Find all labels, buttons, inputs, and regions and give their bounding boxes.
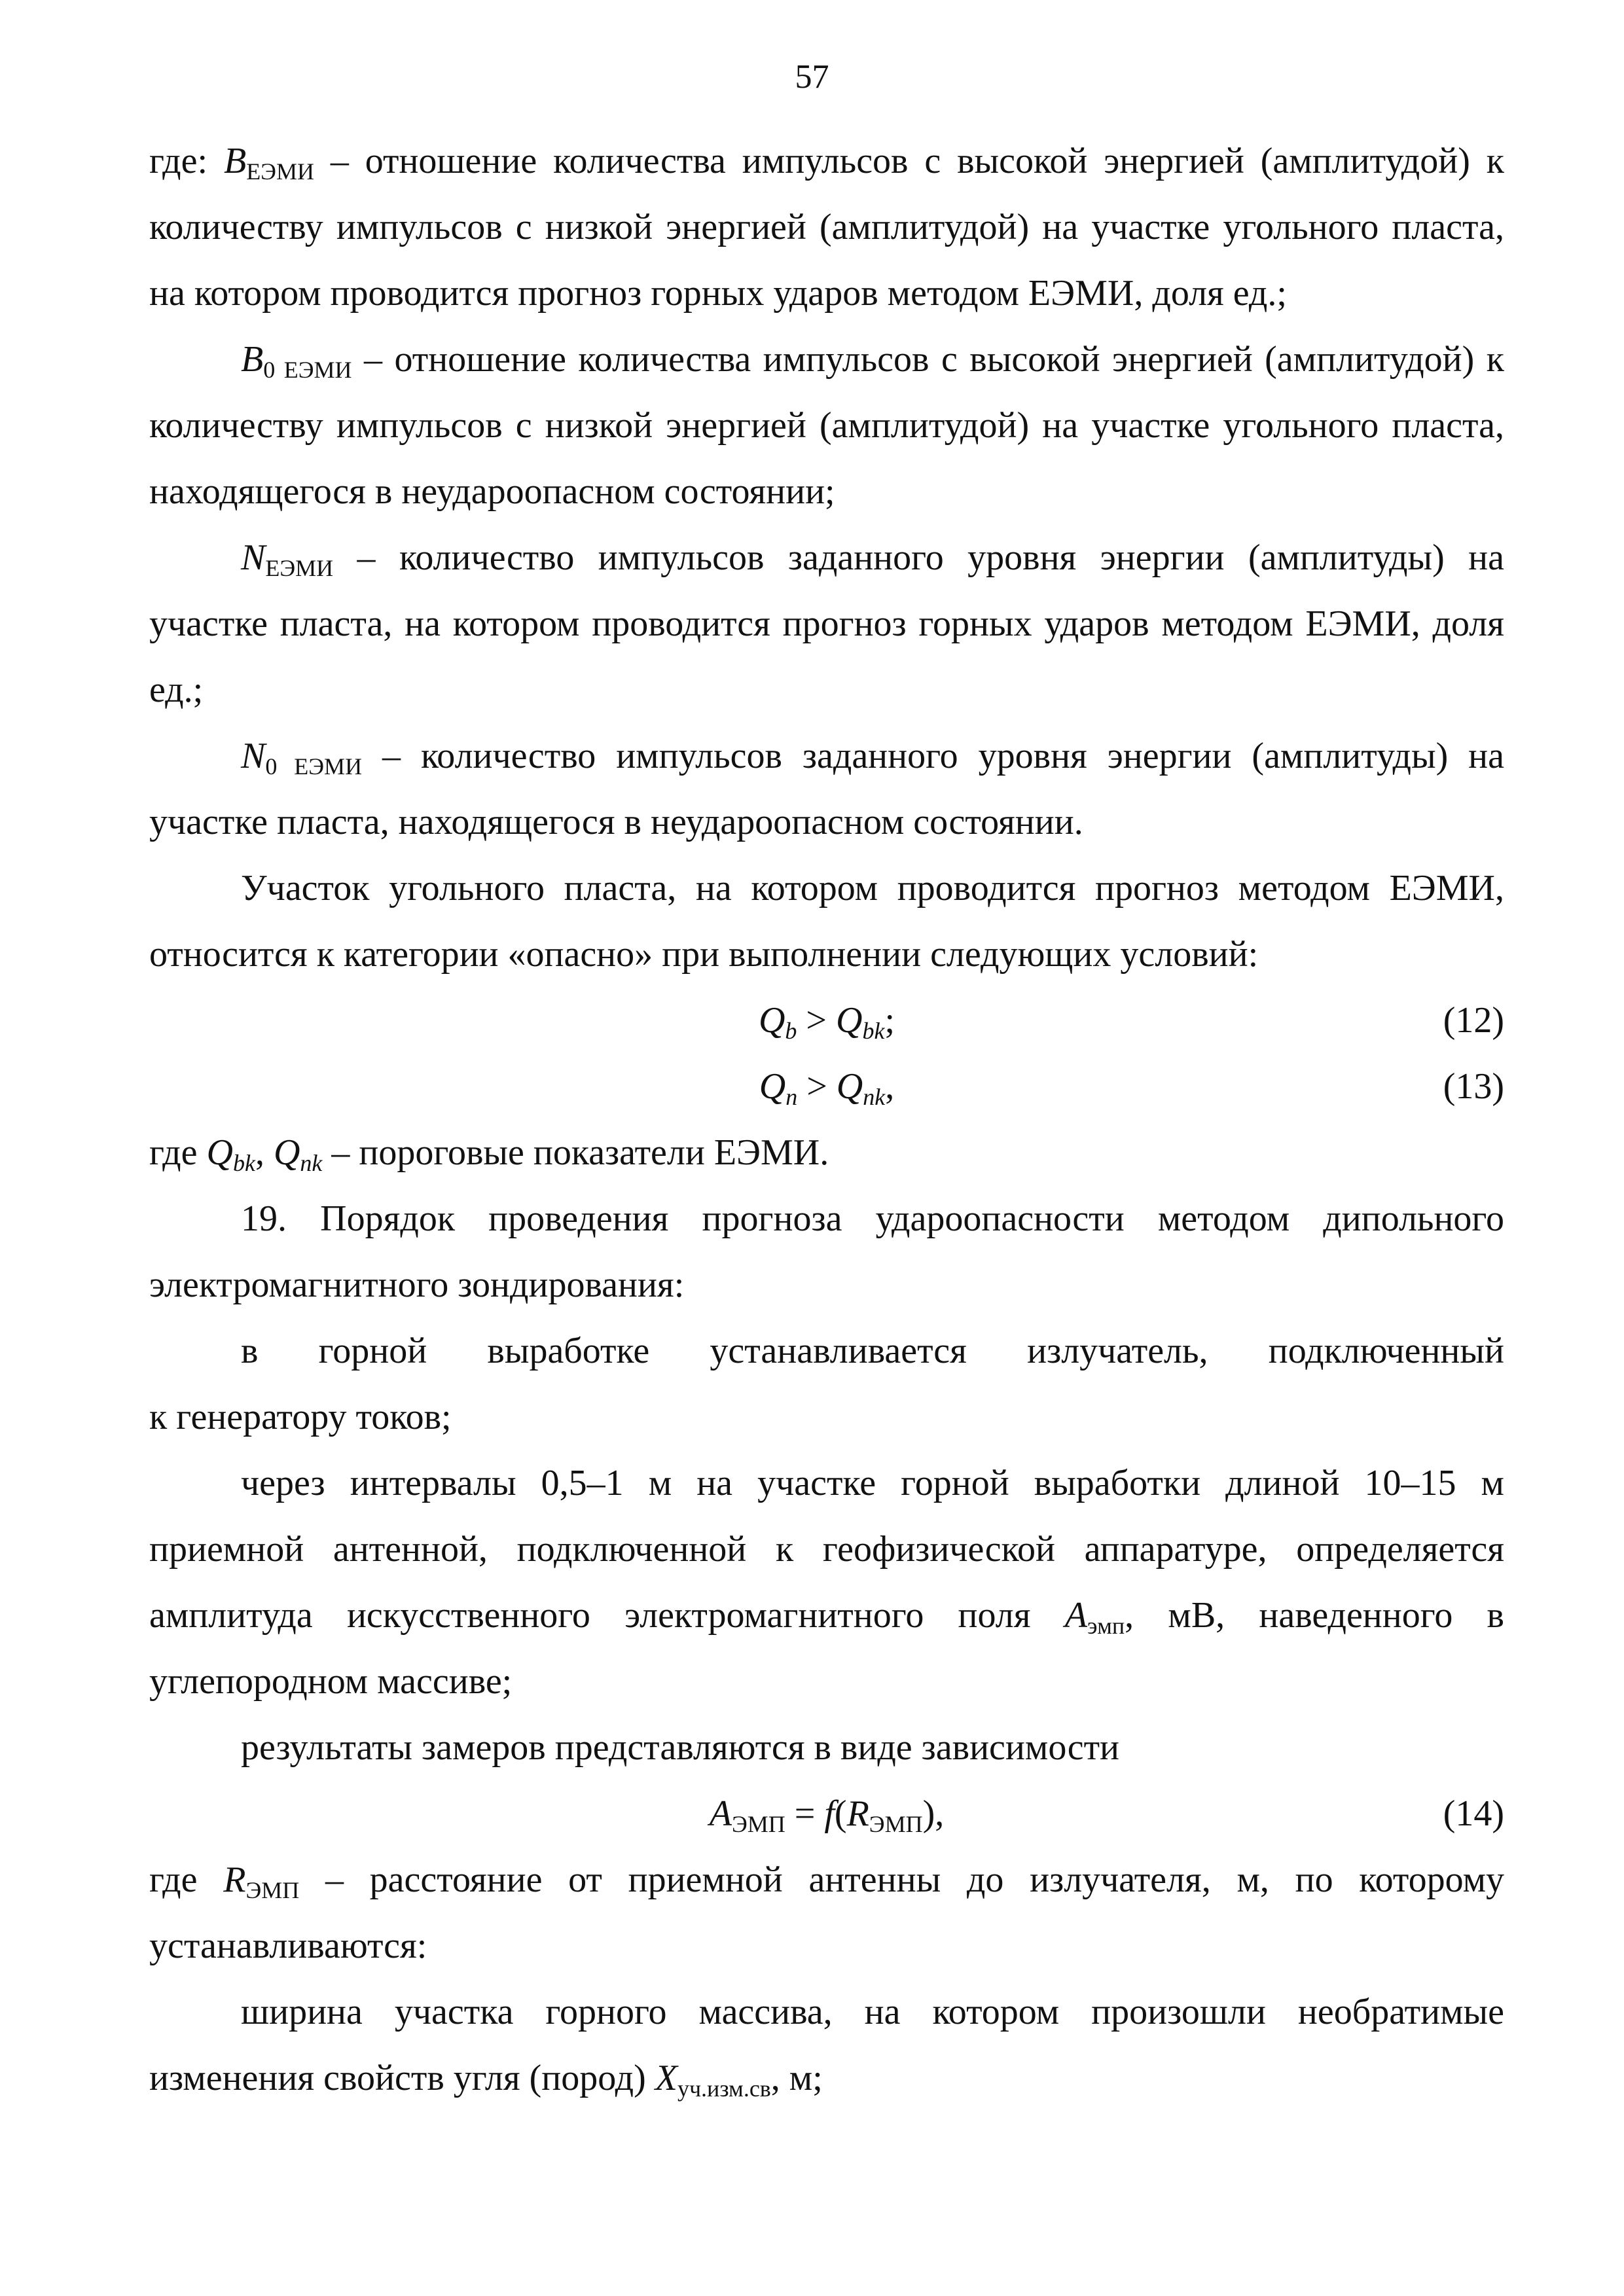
symbol-subscript: ЭМП: [245, 1877, 300, 1903]
paragraph-results: результаты замеров представляются в виде зависимости: [241, 1727, 1120, 1768]
page-number: 57: [795, 58, 829, 96]
formula-function: f: [824, 1793, 835, 1834]
definition-text: – пороговые показатели ЕЭМИ.: [322, 1132, 829, 1173]
equation-number: (14): [1443, 1793, 1504, 1834]
formula-operator: >: [797, 1066, 837, 1107]
formula-punct: ,: [885, 1066, 895, 1107]
symbol-subscript: ЕЭМИ: [246, 158, 314, 185]
symbol: B: [241, 339, 264, 380]
formula-punct: ;: [884, 1000, 895, 1041]
formula-paren: (: [834, 1793, 847, 1834]
equation-number: (13): [1443, 1066, 1504, 1107]
formula-symbol: A: [709, 1793, 732, 1834]
symbol: X: [655, 2058, 677, 2098]
paragraph-n-eemi: [149, 525, 1504, 723]
document-body: [149, 128, 1504, 2111]
paragraph-measurement: [149, 1450, 1504, 1715]
definition-text: – количество импульсов заданного уровня энергии (амплитуды) на участке пласта, на котором проводится прогноз горных ударов методом ЕЭМИ, доля ед.;: [149, 537, 1504, 710]
formula-symbol: Q: [836, 1066, 863, 1107]
formula-subscript: nk: [863, 1084, 886, 1110]
symbol-subscript: bk: [232, 1150, 255, 1176]
formula-symbol: Q: [759, 1066, 786, 1107]
paragraph-tail: , мВ, наведенного в углепородном массиве;: [149, 1595, 1504, 1702]
formula-operator: >: [797, 1000, 837, 1041]
formula-subscript: n: [785, 1084, 798, 1110]
paragraph-emitter-line2: к генератору токов;: [149, 1397, 452, 1437]
text-lead: где: [149, 1859, 224, 1900]
paragraph-emitter-line1: в горной выработке устанавливается излучатель, подключенный: [241, 1331, 1504, 1371]
symbol: Q: [206, 1132, 233, 1173]
paragraph-danger-conditions: Участок угольного пласта, на котором проводится прогноз методом ЕЭМИ, относится к категории «опасно» при выполнении следующих условий:: [149, 868, 1504, 975]
paragraph-text: ширина участка горного массива, на котором произошли необратимые изменения свойств угля (пород): [149, 1992, 1504, 2098]
formula-12: [149, 988, 1504, 1054]
symbol: N: [241, 736, 266, 776]
separator: ,: [255, 1132, 274, 1173]
paragraph-width: [149, 1979, 1504, 2111]
definition-text: – расстояние от приемной антенны до излучателя, м, по которому устанавливаются:: [149, 1859, 1505, 1966]
text-lead: где:: [149, 141, 224, 181]
symbol-subscript: 0 ЕЭМИ: [263, 357, 352, 383]
paragraph-tail: , м;: [770, 2058, 823, 2098]
symbol: A: [1064, 1595, 1087, 1636]
paragraph-n0-eemi: [149, 723, 1504, 855]
symbol: N: [241, 537, 266, 578]
paragraph-distance: [149, 1847, 1504, 1979]
paragraph-text: через интервалы 0,5–1 м на участке горной выработки длиной 10–15 м приемной антенной, подключенной к геофизической аппаратуре, определяется амплитуда искусственного электромагнитного поля: [149, 1463, 1504, 1636]
formula-subscript: ЭМП: [869, 1811, 923, 1837]
definition-text: – отношение количества импульсов с высокой энергией (амплитудой) к количеству импульсов с низкой энергией (амплитудой) на участке угольного пласта, на котором проводится прогноз горных ударов методом ЕЭМИ, доля ед.;: [149, 141, 1504, 314]
symbol-subscript: nk: [300, 1150, 323, 1176]
formula-symbol: R: [846, 1793, 869, 1834]
formula-subscript: b: [785, 1018, 797, 1044]
symbol: B: [223, 141, 247, 181]
paragraph-b-eemi: [149, 128, 1504, 327]
paragraph-thresholds: [149, 1120, 1504, 1186]
formula-operator: =: [785, 1793, 825, 1834]
formula-13: [149, 1054, 1504, 1120]
symbol: Q: [273, 1132, 300, 1173]
symbol-subscript: 0 ЕЭМИ: [265, 753, 363, 780]
symbol-subscript: ЕЭМИ: [265, 555, 334, 581]
symbol: R: [223, 1859, 246, 1900]
text-lead: где: [149, 1132, 207, 1173]
formula-symbol: Q: [836, 1000, 863, 1041]
formula-subscript: bk: [862, 1018, 885, 1044]
formula-symbol: Q: [758, 1000, 785, 1041]
paragraph-item-19: 19. Порядок проведения прогноза удароопасности методом дипольного электромагнитного зондирования:: [149, 1198, 1504, 1305]
definition-text: – количество импульсов заданного уровня энергии (амплитуды) на участке пласта, находящегося в неудароопасном состоянии.: [149, 736, 1504, 842]
equation-number: (12): [1443, 1000, 1504, 1041]
symbol-subscript: уч.изм.св: [677, 2075, 771, 2102]
formula-14: [149, 1781, 1504, 1847]
formula-subscript: ЭМП: [731, 1811, 785, 1837]
definition-text: – отношение количества импульсов с высокой энергией (амплитудой) к количеству импульсов с низкой энергией (амплитудой) на участке угольного пласта, находящегося в неудароопасном состоянии;: [149, 339, 1504, 512]
symbol-subscript: эмп: [1087, 1613, 1125, 1639]
paragraph-b0-eemi: [149, 327, 1504, 525]
formula-paren: ),: [922, 1793, 945, 1834]
